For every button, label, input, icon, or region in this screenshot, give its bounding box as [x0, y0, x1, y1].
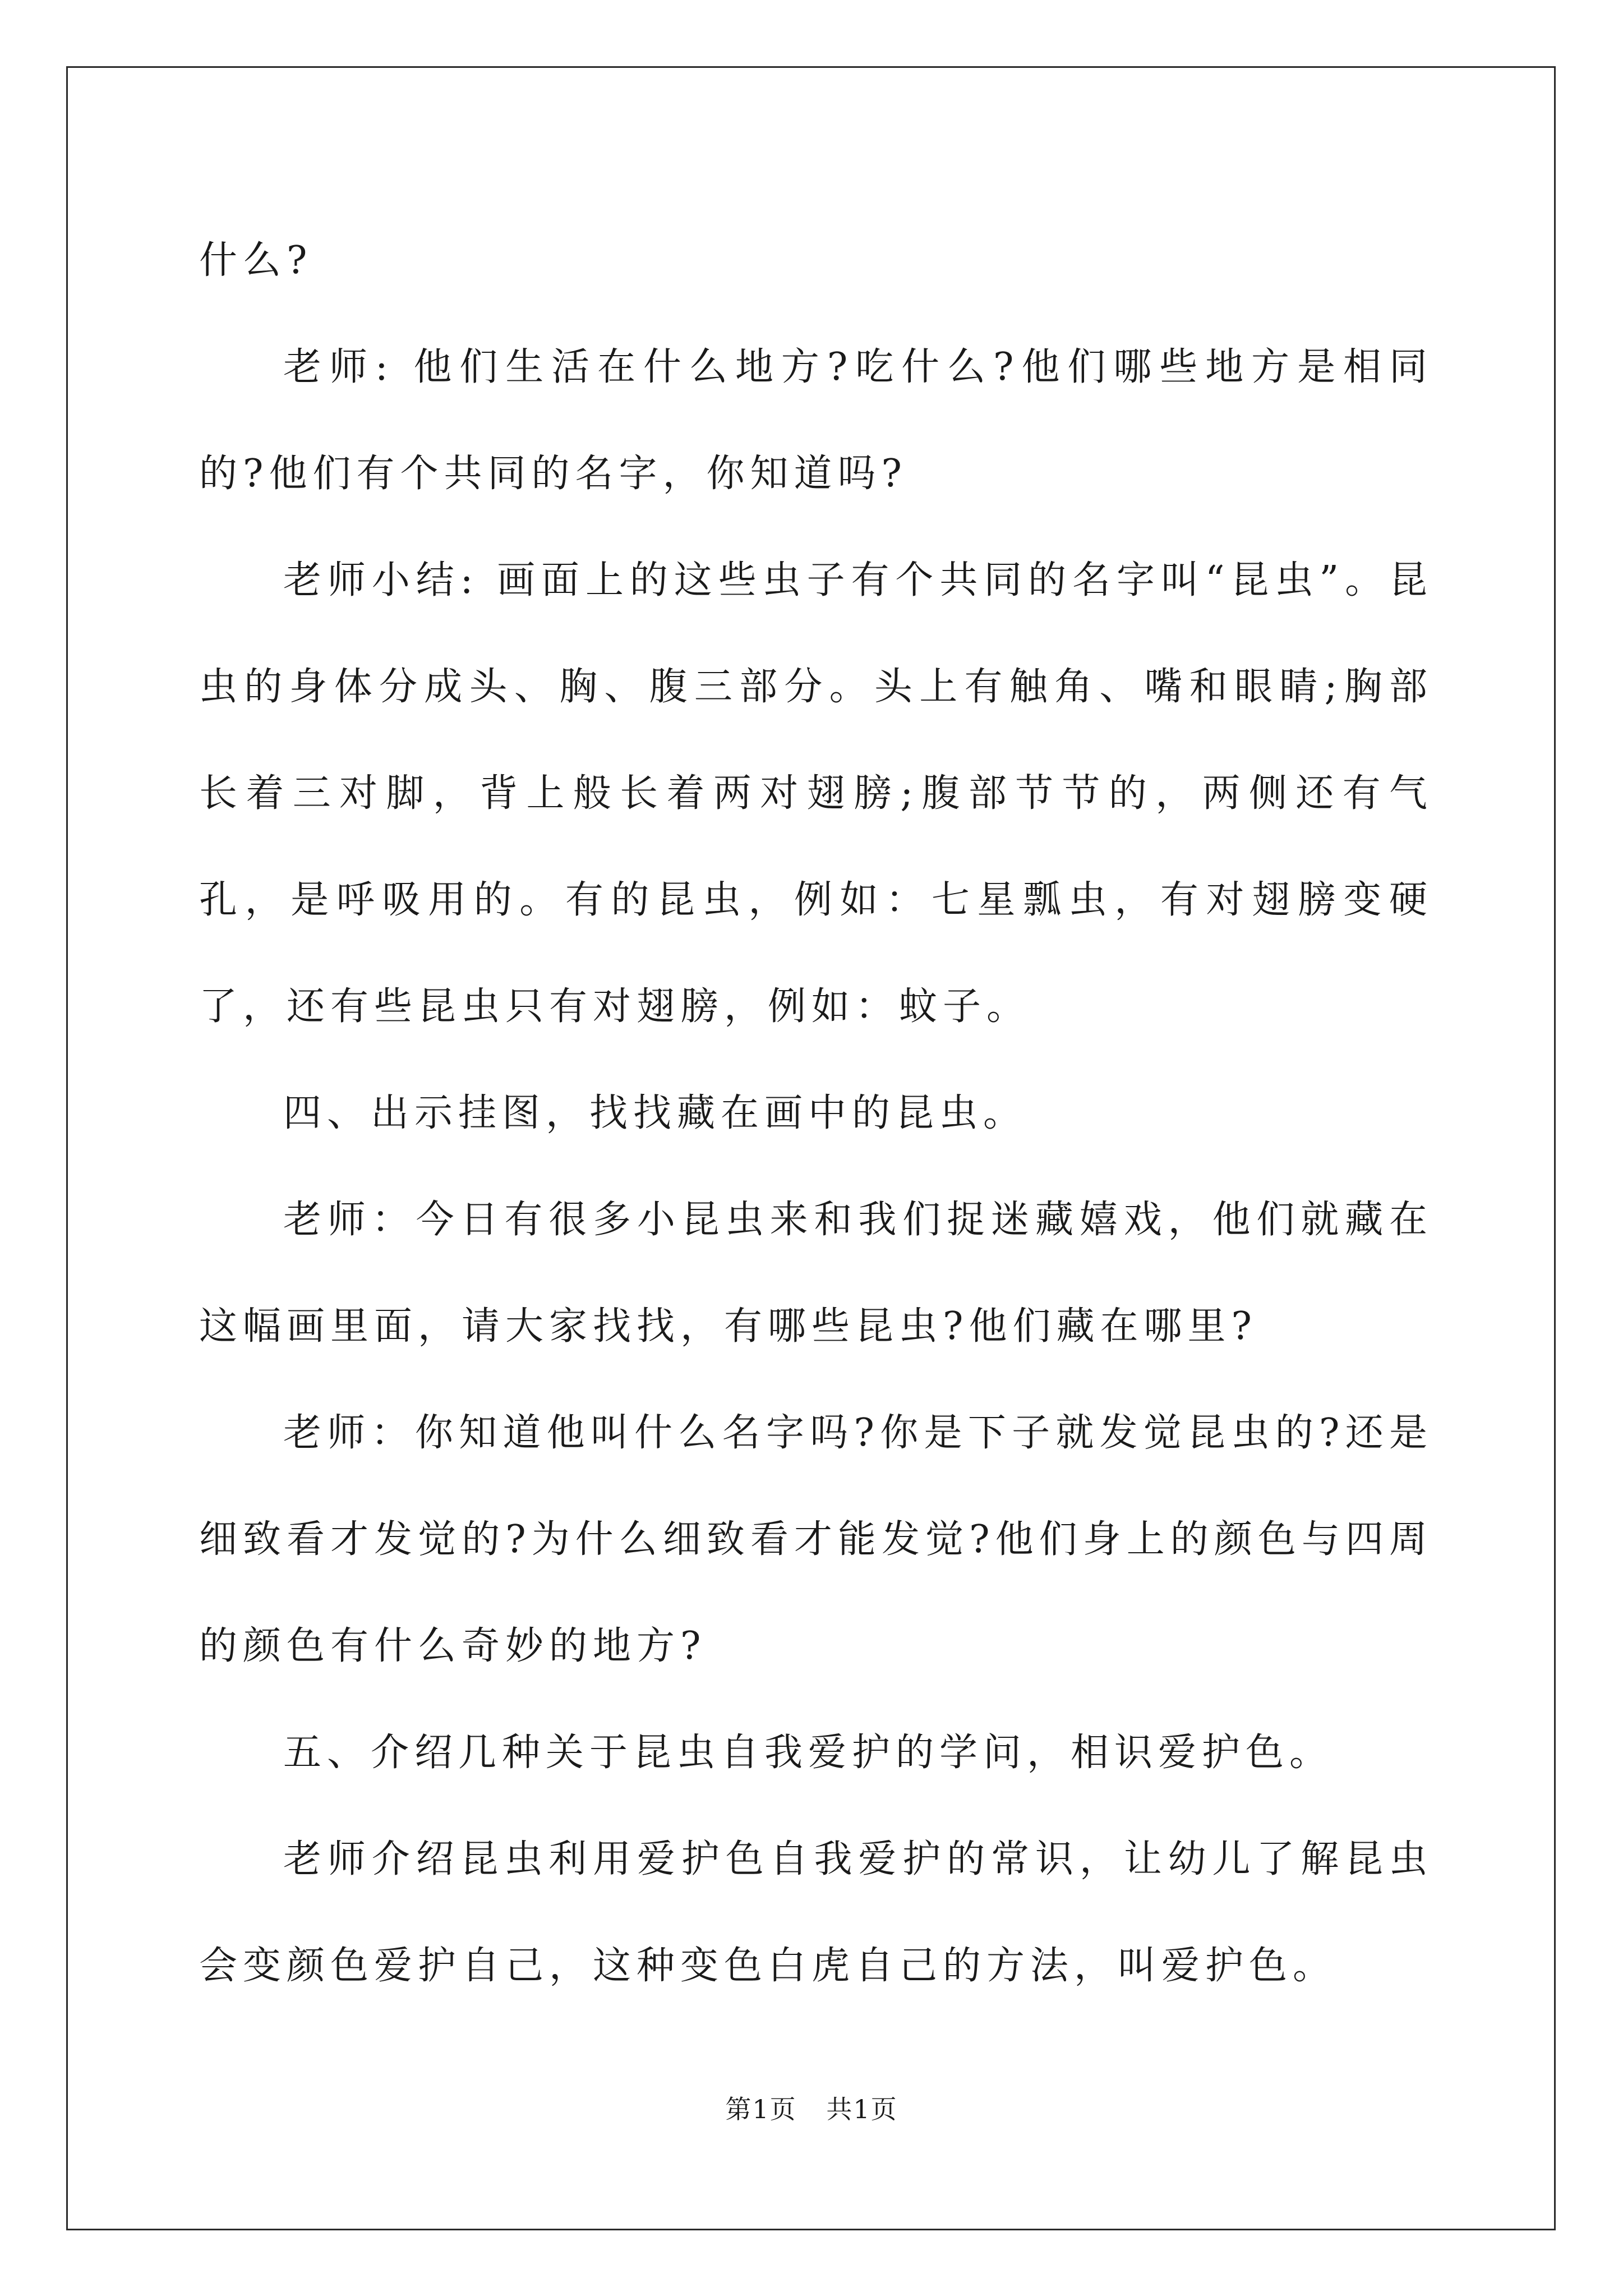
document-body: [199, 208, 1433, 2019]
paragraph-teacher-summary: 老师小结: 画面上的这些虫子有个共同的名字叫“昆虫”。昆虫的身体分成头、胸、腹三部分。头上有触角、嘴和眼睛;胸部长着三对脚，背上般长着两对翅膀;腹部节节的，两侧还有气孔，是呼吸用的。有的昆虫，例如：七星瓢虫，有对翅膀变硬了，还有些昆虫只有对翅膀，例如：蚊子。: [199, 558, 1433, 1029]
paragraph-hide-and-seek: 老师：今日有很多小昆虫来和我们捉迷藏嬉戏，他们就藏在这幅画里面，请大家找找，有哪些昆虫?他们藏在哪里?: [199, 1198, 1433, 1349]
page-total: 共1页: [826, 2094, 898, 2124]
paragraph-discovery-questions: 老师：你知道他叫什么名字吗?你是下子就发觉昆虫的?还是细致看才发觉的?为什么细致看才能发觉?他们身上的颜色与四周的颜色有什么奇妙的地方?: [199, 1411, 1433, 1668]
paragraph-teacher-question: 老师: 他们生活在什么地方?吃什么?他们哪些地方是相同的?他们有个共同的名字，你知道吗?: [199, 345, 1433, 496]
paragraph-continuation: 什么?: [199, 238, 313, 283]
paragraph-section-four: 四、出示挂图，找找藏在画中的昆虫。: [283, 1091, 1027, 1135]
paragraph-section-five: 五、介绍几种关于昆虫自我爱护的学问，相识爱护色。: [283, 1731, 1334, 1775]
page-number: 第1页: [725, 2094, 797, 2124]
paragraph-protective-color: 老师介绍昆虫利用爱护色自我爱护的常识，让幼儿了解昆虫会变颜色爱护自己，这种变色白虎自己的方法，叫爱护色。: [199, 1837, 1433, 1988]
page-footer: [0, 2092, 1623, 2126]
